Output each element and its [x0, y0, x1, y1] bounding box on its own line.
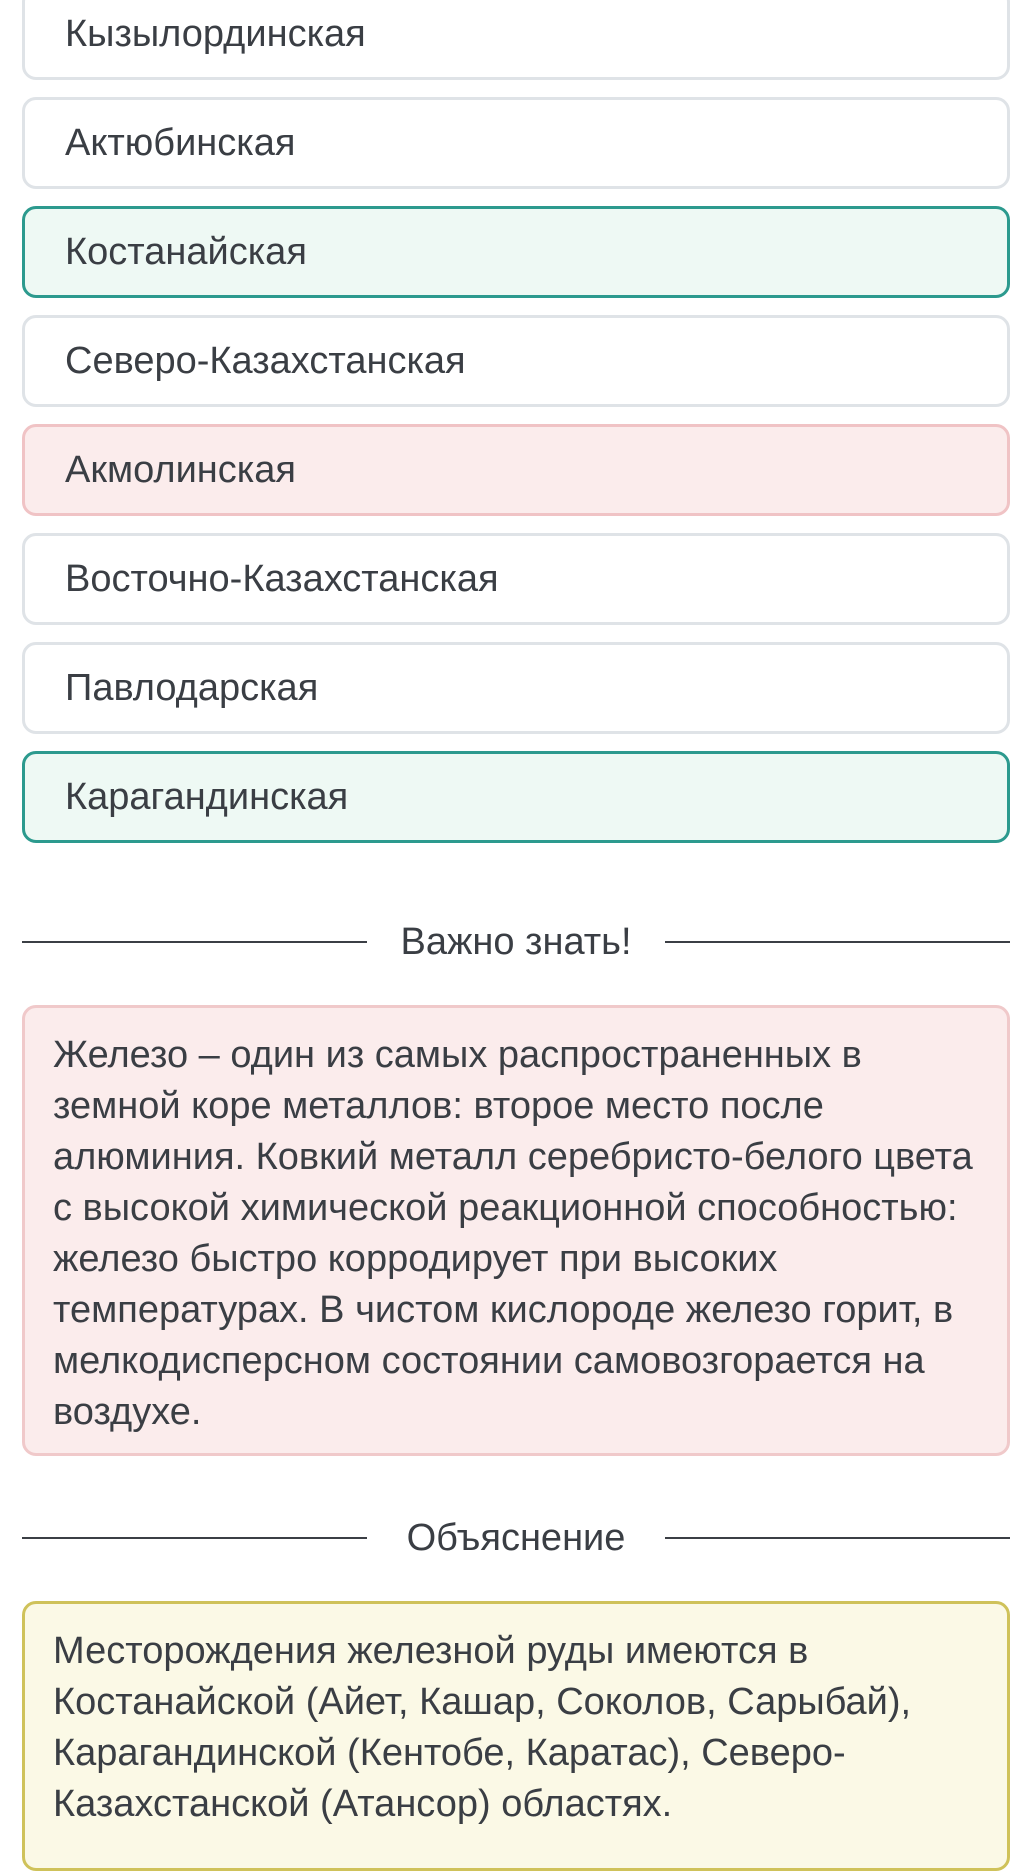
- divider-line-right: [665, 1537, 1010, 1539]
- important-heading: Важно знать!: [400, 921, 632, 963]
- option-label: Костанайская: [65, 230, 307, 273]
- divider-line-right: [665, 941, 1010, 943]
- important-text: Железо – один из самых распространенных в земной коре металлов: второе место после алюминия. Ковкий металл серебристо-белого цвета с высокой химической реакционной способностью: железо быстро корродирует при высоких температурах. В чистом кислороде железо горит, в мелкодисперсном состоянии самовозгорается на воздухе.: [53, 1034, 973, 1433]
- option-label: Павлодарская: [65, 666, 319, 709]
- option-label: Северо-Казахстанская: [65, 339, 466, 382]
- option-label: Кызылординская: [65, 12, 366, 55]
- option-aktobe[interactable]: [22, 97, 1010, 189]
- explanation-box: [22, 1601, 1010, 1871]
- explanation-divider: [22, 1513, 1010, 1563]
- option-kostanay-correct[interactable]: [22, 206, 1010, 298]
- option-label: Акмолинская: [65, 448, 296, 491]
- option-akmola-wrong[interactable]: [22, 424, 1010, 516]
- option-pavlodar[interactable]: [22, 642, 1010, 734]
- explanation-heading: Объяснение: [406, 1517, 626, 1559]
- option-karaganda-correct[interactable]: [22, 751, 1010, 843]
- option-kyzylorda[interactable]: [22, 0, 1010, 80]
- explanation-text: Месторождения железной руды имеются в Костанайской (Айет, Кашар, Соколов, Сарыбай), Карагандинской (Кентобе, Каратас), Северо-Казахстанской (Атансор) областях.: [53, 1630, 912, 1825]
- option-label: Восточно-Казахстанская: [65, 557, 499, 600]
- option-north-kazakhstan[interactable]: [22, 315, 1010, 407]
- option-label: Актюбинская: [65, 121, 296, 164]
- important-divider: [22, 917, 1010, 967]
- option-label: Карагандинская: [65, 775, 349, 818]
- option-east-kazakhstan[interactable]: [22, 533, 1010, 625]
- important-info-box: [22, 1005, 1010, 1456]
